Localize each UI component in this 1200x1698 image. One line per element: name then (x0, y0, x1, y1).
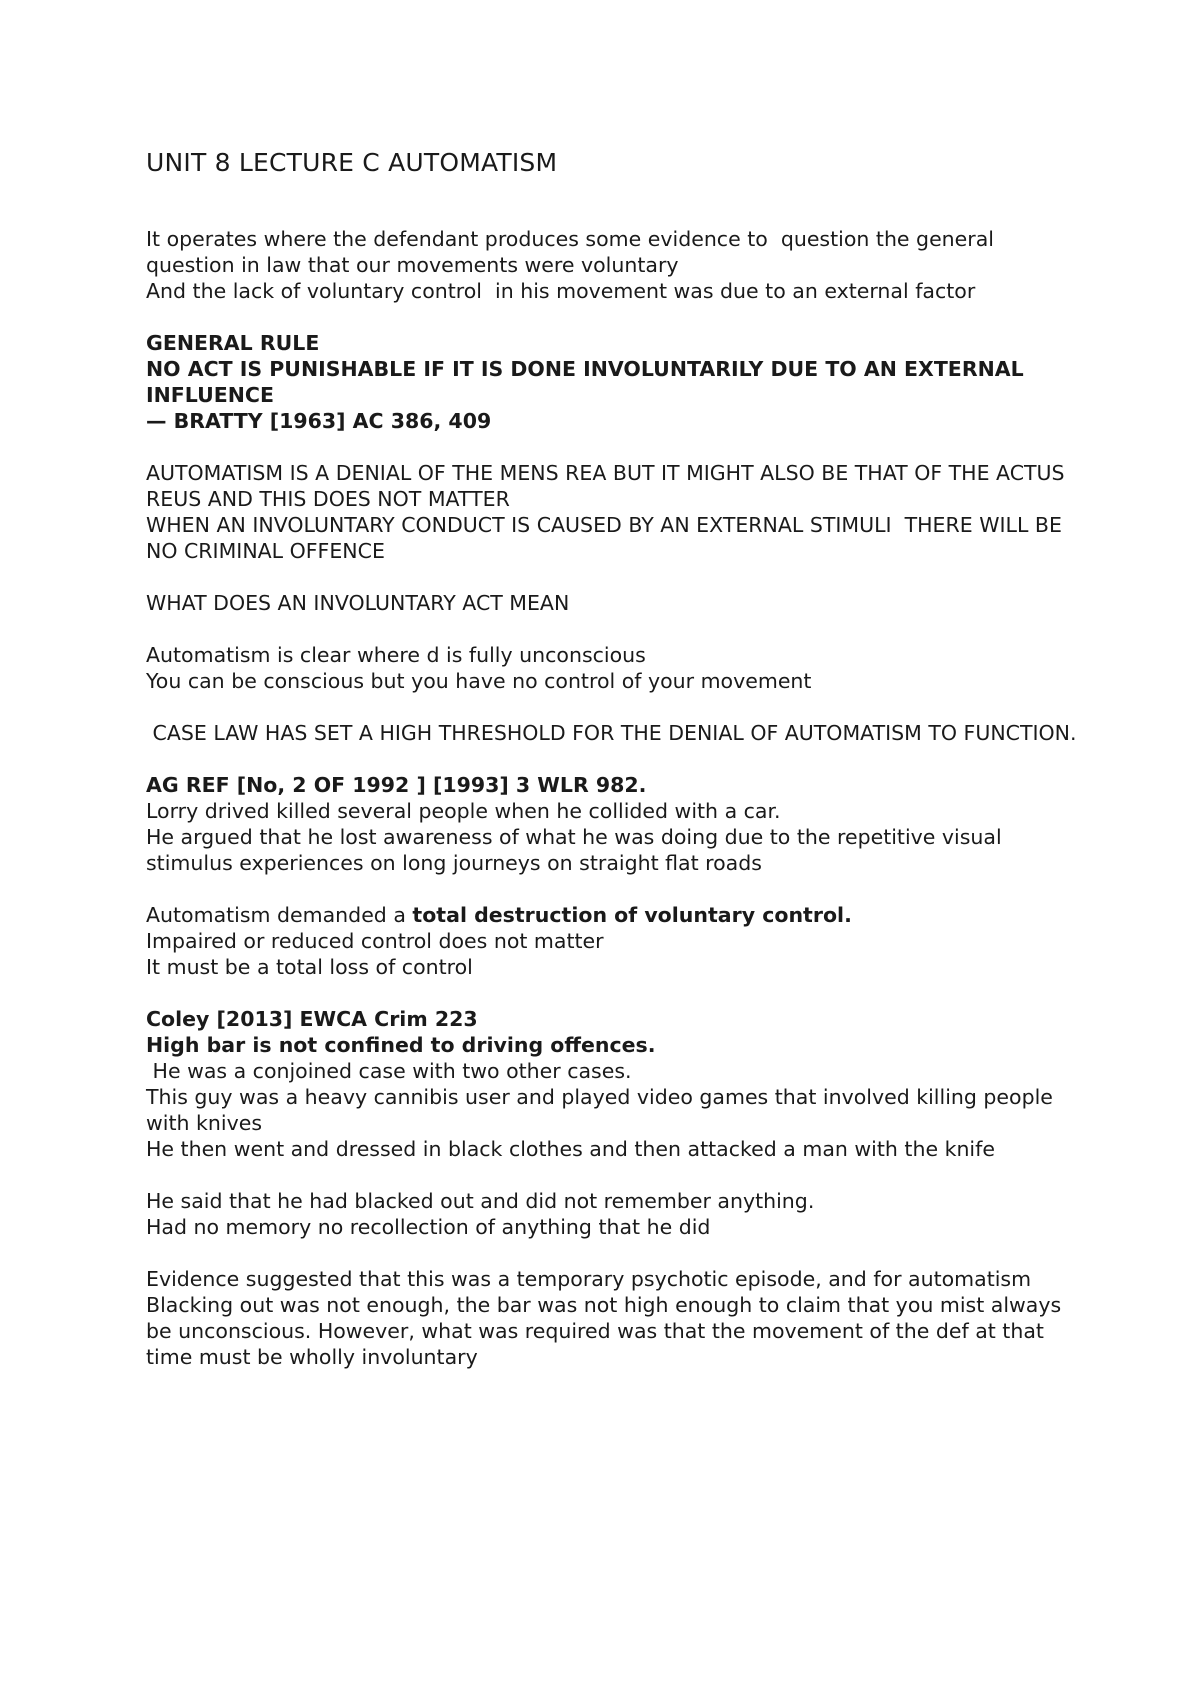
coley-line: This guy was a heavy cannibis user and played video games that involved killing people with knives (146, 1085, 1060, 1135)
question-line: WHAT DOES AN INVOLUNTARY ACT MEAN (146, 591, 570, 615)
destruction-bold: total destruction of voluntary control. (412, 903, 852, 927)
evidence-line: Blacking out was not enough, the bar was not high enough to claim that you mist always be unconscious. However, what was required was that the movement of the def at that time must be wholly involuntary (146, 1293, 1068, 1369)
destruction-lead: Automatism demanded a (146, 903, 413, 927)
question-heading (146, 590, 1086, 616)
destruction-line: It must be a total loss of control (146, 955, 473, 979)
denial-line: AUTOMATISM IS A DENIAL OF THE MENS REA BUT IT MIGHT ALSO BE THAT OF THE ACTUS REUS AND THIS DOES NOT MATTER (146, 461, 1072, 511)
intro-line: It operates where the defendant produces some evidence to question the general question in law that our movements were voluntary (146, 227, 1001, 277)
ag-ref-line: Lorry drived killed several people when he collided with a car. (146, 799, 781, 823)
threshold-line: CASE LAW HAS SET A HIGH THRESHOLD FOR THE DENIAL OF AUTOMATISM TO FUNCTION. (146, 721, 1077, 745)
blackout-line: He said that he had blacked out and did not remember anything. (146, 1189, 815, 1213)
clarity-paragraph (146, 642, 1086, 694)
ag-ref-section (146, 772, 1086, 876)
document-title: UNIT 8 LECTURE C AUTOMATISM (146, 148, 558, 177)
destruction-lead-line (146, 902, 1086, 928)
coley-line: He then went and dressed in black clothes and then attacked a man with the knife (146, 1137, 995, 1161)
general-rule-heading: GENERAL RULE (146, 331, 320, 355)
document-page (146, 146, 1086, 1396)
coley-line: He was a conjoined case with two other cases. (146, 1059, 632, 1083)
blackout-paragraph (146, 1188, 1086, 1240)
clarity-line: You can be conscious but you have no control of your movement (146, 669, 812, 693)
blackout-line: Had no memory no recollection of anything that he did (146, 1215, 711, 1239)
coley-section (146, 1006, 1086, 1162)
ag-ref-line: He argued that he lost awareness of what he was doing due to the repetitive visual stimulus experiences on long journeys on straight flat roads (146, 825, 1009, 875)
intro-line: And the lack of voluntary control in his movement was due to an external factor (146, 279, 976, 303)
denial-paragraph (146, 460, 1086, 564)
threshold-paragraph (146, 720, 1086, 746)
clarity-line: Automatism is clear where d is fully unconscious (146, 643, 646, 667)
destruction-paragraph (146, 902, 1086, 980)
general-rule-section (146, 330, 1086, 434)
coley-subheading: High bar is not confined to driving offences. (146, 1033, 656, 1057)
destruction-line: Impaired or reduced control does not matter (146, 929, 604, 953)
evidence-line: Evidence suggested that this was a temporary psychotic episode, and for automatism (146, 1267, 1032, 1291)
evidence-paragraph (146, 1266, 1086, 1370)
ag-ref-heading: AG REF [No, 2 OF 1992 ] [1993] 3 WLR 982. (146, 773, 647, 797)
general-rule-text: NO ACT IS PUNISHABLE IF IT IS DONE INVOLUNTARILY DUE TO AN EXTERNAL INFLUENCE (146, 357, 1031, 407)
denial-line: WHEN AN INVOLUNTARY CONDUCT IS CAUSED BY AN EXTERNAL STIMULI THERE WILL BE NO CRIMINAL OFFENCE (146, 513, 1069, 563)
general-rule-citation: — BRATTY [1963] AC 386, 409 (146, 409, 492, 433)
coley-heading: Coley [2013] EWCA Crim 223 (146, 1007, 478, 1031)
intro-paragraph (146, 226, 1086, 304)
